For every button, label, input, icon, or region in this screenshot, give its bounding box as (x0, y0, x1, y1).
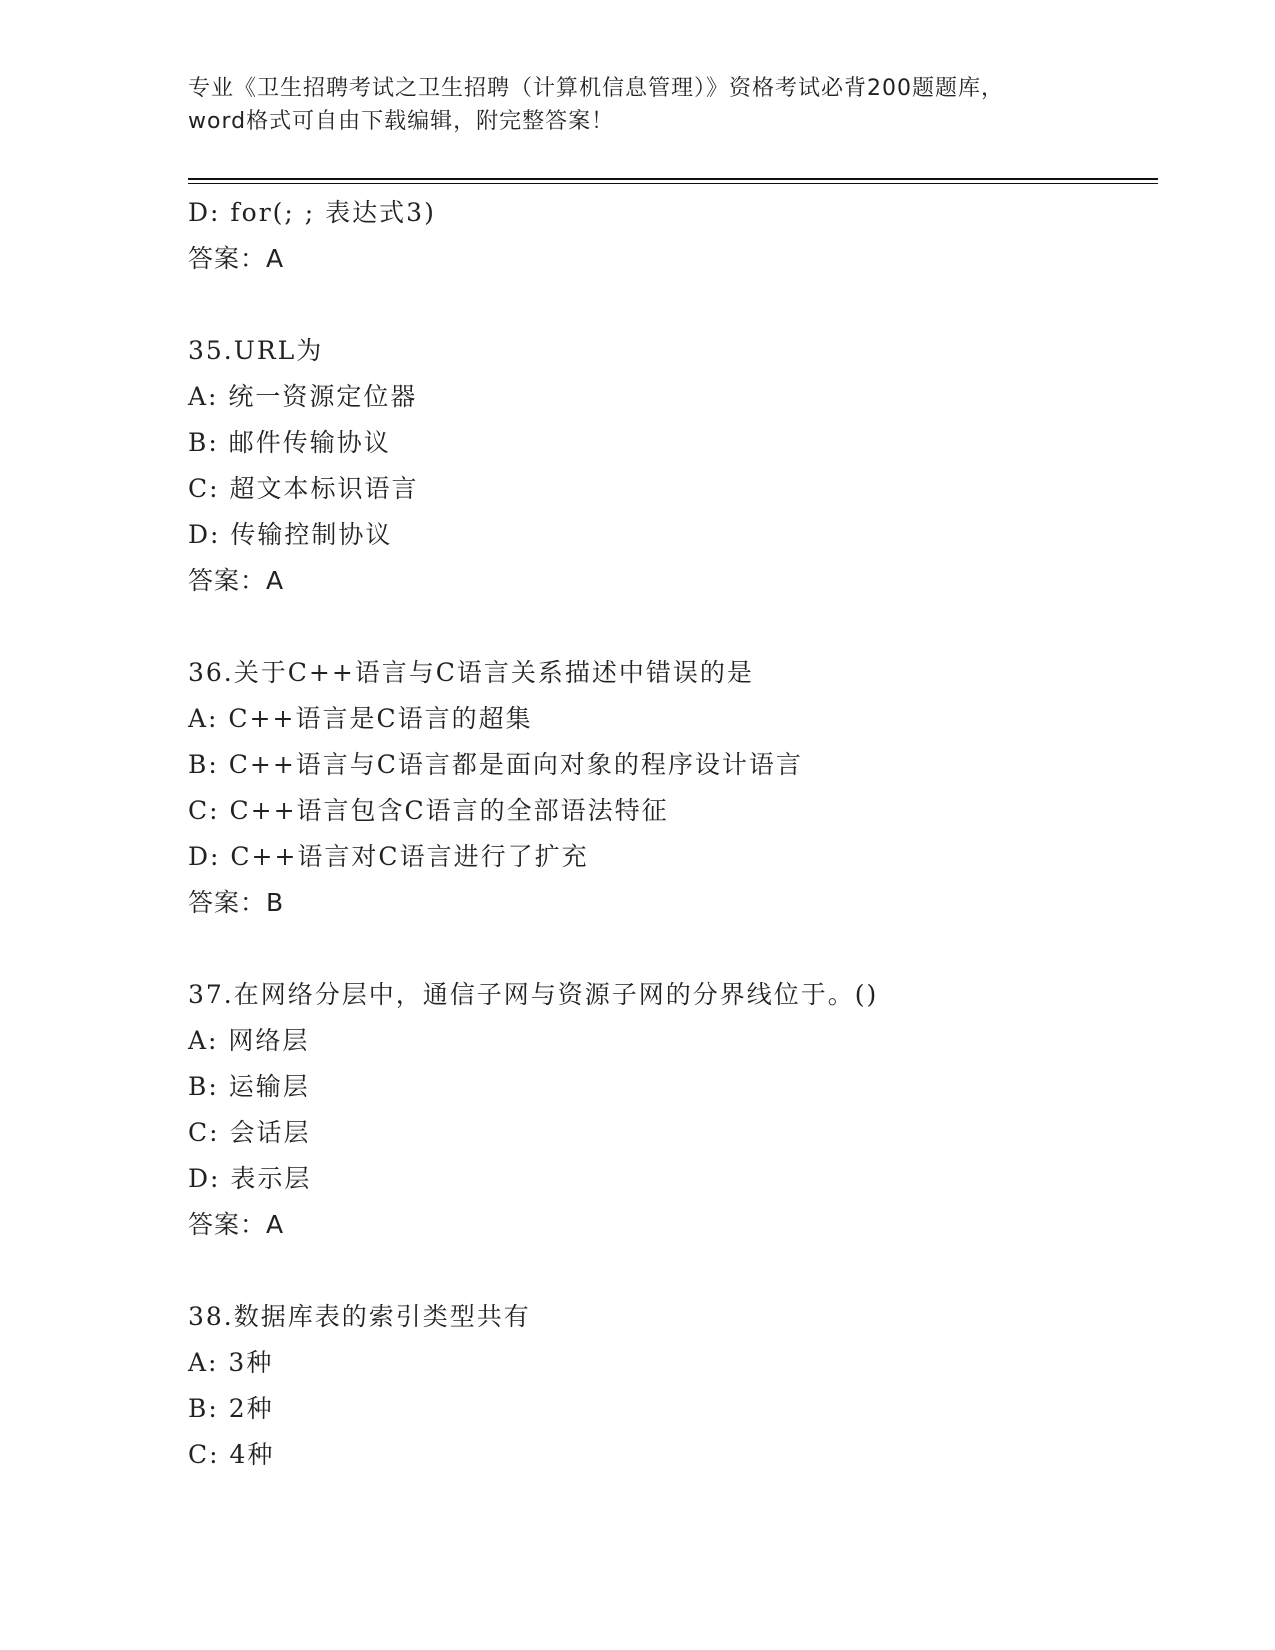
option-c: C: C++语言包含C语言的全部语法特征 (188, 796, 669, 825)
question-stem: 36.关于C++语言与C语言关系描述中错误的是 (188, 658, 754, 687)
question-list (188, 190, 1148, 1478)
header-title-line-1: 专业《卫生招聘考试之卫生招聘（计算机信息管理）》资格考试必背200题题库， (188, 76, 1004, 101)
option-c: C: 会话层 (188, 1118, 311, 1147)
option-b: B: C++语言与C语言都是面向对象的程序设计语言 (188, 750, 803, 779)
question-block (188, 1294, 1148, 1478)
answer: 答案：A (188, 566, 285, 595)
document-header (188, 72, 1088, 138)
question-block (188, 650, 1148, 926)
question-stem: 37.在网络分层中，通信子网与资源子网的分界线位于。() (188, 980, 879, 1009)
option-d: D: C++语言对C语言进行了扩充 (188, 842, 589, 871)
option-a: A: C++语言是C语言的超集 (188, 704, 533, 733)
option-b: B: 2种 (188, 1394, 274, 1423)
spacer (188, 282, 1148, 328)
option-a: A: 统一资源定位器 (188, 382, 418, 411)
question-stem: 38.数据库表的索引类型共有 (188, 1302, 531, 1331)
question-block (188, 972, 1148, 1248)
question-stem: 35.URL为 (188, 336, 324, 365)
option-c: C: 超文本标识语言 (188, 474, 419, 503)
header-title-line-2: word格式可自由下载编辑，附完整答案！ (188, 109, 615, 134)
spacer (188, 1248, 1148, 1294)
option-c: C: 4种 (188, 1440, 275, 1469)
header-divider-thick (188, 178, 1158, 180)
question-34-option-d: D: for(; ; 表达式3) (188, 198, 436, 227)
spacer (188, 604, 1148, 650)
question-block (188, 328, 1148, 604)
answer: 答案：A (188, 1210, 285, 1239)
option-d: D: 传输控制协议 (188, 520, 393, 549)
header-divider-thin (188, 183, 1158, 184)
question-34-answer: 答案：A (188, 244, 285, 273)
answer: 答案：B (188, 888, 285, 917)
option-d: D: 表示层 (188, 1164, 312, 1193)
option-a: A: 3种 (188, 1348, 274, 1377)
option-a: A: 网络层 (188, 1026, 310, 1055)
spacer (188, 926, 1148, 972)
option-b: B: 运输层 (188, 1072, 310, 1101)
option-b: B: 邮件传输协议 (188, 428, 391, 457)
